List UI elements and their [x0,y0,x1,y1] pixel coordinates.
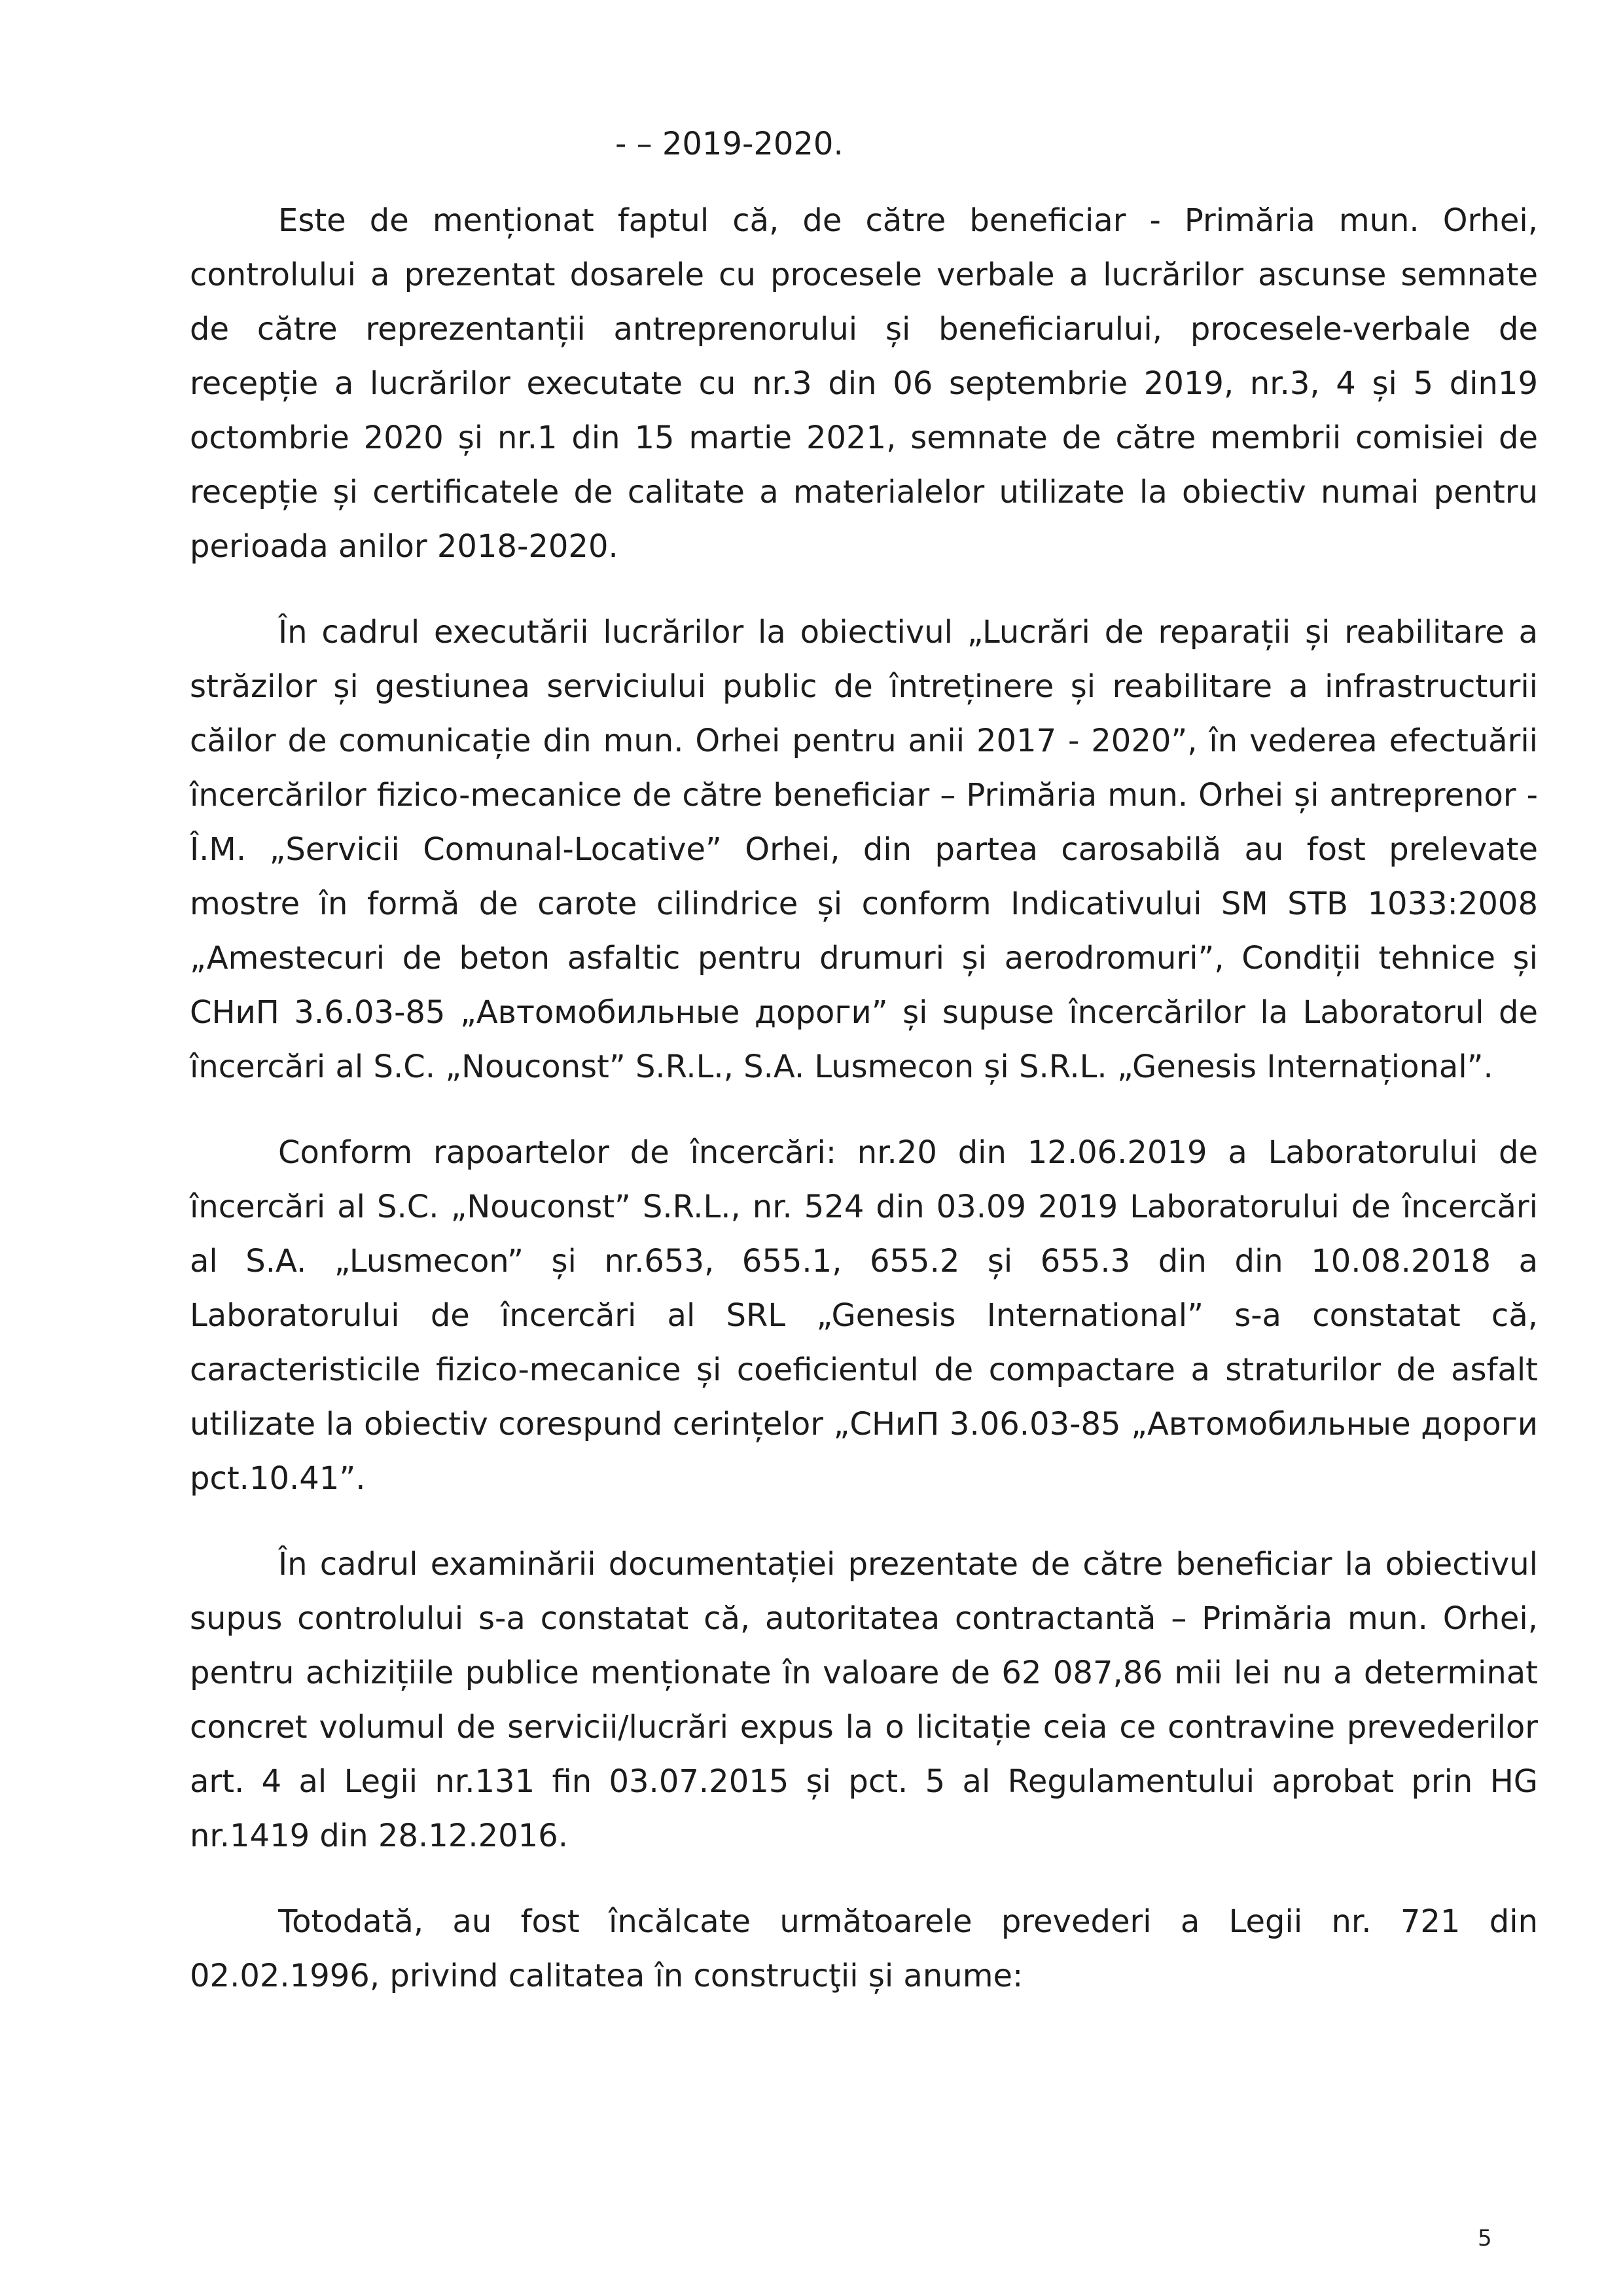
paragraph-law-violations: Totodată, au fost încălcate următoarele prevederi a Legii nr. 721 din 02.02.1996, privind calitatea în construcţii și anume: [190,1903,1538,1994]
paragraph-test-reports: Conform rapoartelor de încercări: nr.20 din 12.06.2019 a Laboratorului de încercări al S.C. „Nouconst” S.R.L., nr. 524 din 03.09 2019 Laboratorului de încercări al S.A. „Lusmecon” și nr.653, 655.1, 655.2 și 655.3 din din 10.08.2018 a Laboratorului de încercări al SRL „Genesis International” s-a constatat că, caracteristicile fizico-mecanice și coeficientul de compactare a straturilor de asfalt utilizate la obiectiv corespund cerințelor „СНиП 3.06.03-85 „Автомобильные дороги pct.10.41”. [190,1134,1538,1497]
page-number: 5 [1478,2225,1492,2251]
paragraph-documents-presented: Este de menționat faptul că, de către beneficiar - Primăria mun. Orhei, controlului a prezentat dosarele cu procesele verbale a lucrărilor ascunse semnate de către reprezentanții antreprenorului și beneficiarului, procesele-verbale de recepție a lucrărilor executate cu nr.3 din 06 septembrie 2019, nr.3, 4 și 5 din19 octombrie 2020 și nr.1 din 15 martie 2021, semnate de către membrii comisiei de recepție și certificatele de calitate a materialelor utilizate la obiectiv numai pentru perioada anilor 2018-2020. [190,202,1538,565]
paragraph-testing-samples: În cadrul executării lucrărilor la obiectivul „Lucrări de reparații și reabilitare a străzilor și gestiunea serviciului public de întreținere și reabilitare a infrastructurii căilor de comunicație din mun. Orhei pentru anii 2017 - 2020”, în vederea efectuării încercărilor fizico-mecanice de către beneficiar – Primăria mun. Orhei și antreprenor - Î.M. „Servicii Comunal-Locative” Orhei, din partea carosabilă au fost prelevate mostre în formă de carote cilindrice și conform Indicativului SM STB 1033:2008 „Amestecuri de beton asfaltic pentru drumuri și aerodromuri”, Condiții tehnice și СНиП 3.6.03-85 „Автомобильные дороги” și supuse încercărilor la Laboratorul de încercări al S.C. „Nouconst” S.R.L., S.A. Lusmecon și S.R.L. „Genesis Internațional”. [190,614,1538,1085]
paragraph-procurement-findings: În cadrul examinării documentației prezentate de către beneficiar la obiectivul supus controlului s-a constatat că, autoritatea contractantă – Primăria mun. Orhei, pentru achizițiile publice menționate în valoare de 62 087,86 mii lei nu a determinat concret volumul de servicii/lucrări expus la o licitație ceia ce contravine prevederilor art. 4 al Legii nr.131 fin 03.07.2015 și pct. 5 al Regulamentului aprobat prin HG nr.1419 din 28.12.2016. [190,1546,1538,1854]
body-text [190,194,1538,2035]
period-heading: - – 2019-2020. [615,126,844,162]
